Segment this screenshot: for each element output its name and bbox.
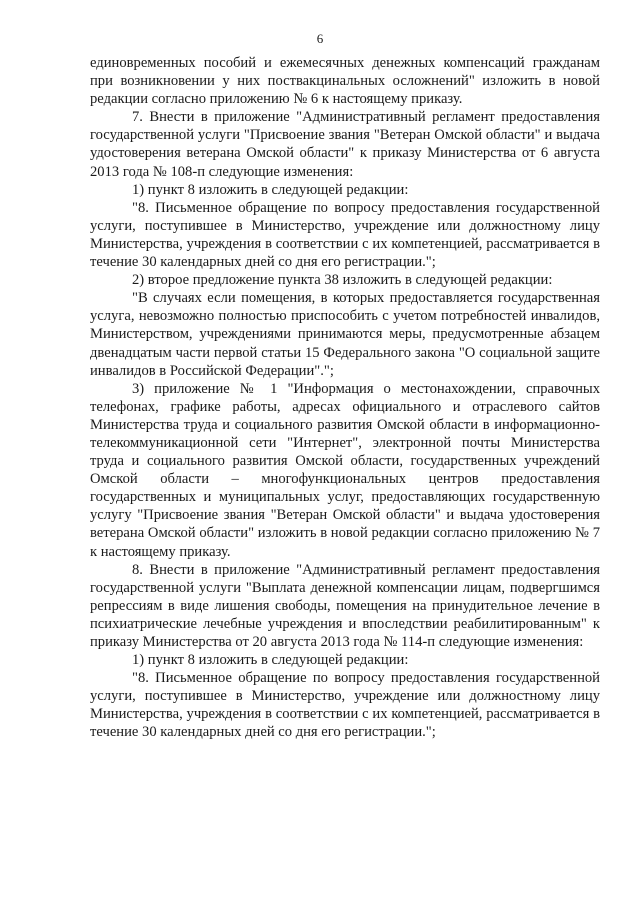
- paragraph-subitem-7-2: 2) второе предложение пункта 38 изложить в следующей редакции:: [132, 272, 553, 289]
- paragraph-subitem-7-3: 3) приложение № 1 "Информация о местонахождении, справочных телефонах, графике работы, адресах официального и отраслевого сайтов Министерства труда и социального развития Омской области в информационно-телекоммуникационной сети "Интернет", электронной почты Министерства труда и социального развития Омской области, государственных учреждений Омской области – многофункциональных центров предоставления государственных и муниципальных услуг, предоставляющих государственную услугу "Присвоение звания "Ветеран Омской области" и выдача удостоверения ветерана Омской области" изложить в новой редакции согласно приложению № 7 к настоящему приказу.: [90, 380, 600, 560]
- document-body: [90, 54, 600, 742]
- paragraph-quote-7-1: "8. Письменное обращение по вопросу предоставления государственной услуги, поступившее в Министерство, учреждение или должностному лицу Министерства, учреждения в соответствии с их компетенцией, рассматривается в течение 30 календарных дней со дня его регистрации.";: [90, 199, 600, 271]
- paragraph-subitem-7-1: 1) пункт 8 изложить в следующей редакции:: [132, 181, 409, 198]
- paragraph-quote-8-1: "8. Письменное обращение по вопросу предоставления государственной услуги, поступившее в Министерство, учреждение или должностному лицу Министерства, учреждения в соответствии с их компетенцией, рассматривается в течение 30 календарных дней со дня его регистрации.";: [90, 670, 600, 741]
- paragraph-item-8: 8. Внести в приложение "Административный регламент предоставления государственной услуги "Выплата денежной компенсации лицам, подвергшимся репрессиям в виде лишения свободы, помещения на принудительное лечение в психиатрические лечебные учреждения и впоследствии реабилитированным" к приказу Министерства от 20 августа 2013 года № 114-п следующие изменения:: [90, 561, 600, 650]
- paragraph-subitem-8-1: 1) пункт 8 изложить в следующей редакции:: [132, 652, 409, 669]
- paragraph-quote-7-2: "В случаях если помещения, в которых предоставляется государственная услуга, невозможно полностью приспособить с учетом потребностей инвалидов, Министерством, учреждениями принимаются меры, предусмотренные абзацем двенадцатым части первой статьи 15 Федерального закона "О социальной защите инвалидов в Российской Федерации".";: [90, 290, 600, 379]
- paragraph-continuation: единовременных пособий и ежемесячных денежных компенсаций гражданам при возникновении у них поствакцинальных осложнений" изложить в новой редакции согласно приложению № 6 к настоящему приказу.: [90, 55, 600, 108]
- page-number: 6: [316, 31, 324, 46]
- paragraph-item-7: 7. Внести в приложение "Административный регламент предоставления государственной услуги "Присвоение звания "Ветеран Омской области" и выдача удостоверения ветерана Омской области" к приказу Министерства от 6 августа 2013 года № 108-п следующие изменения:: [90, 109, 600, 180]
